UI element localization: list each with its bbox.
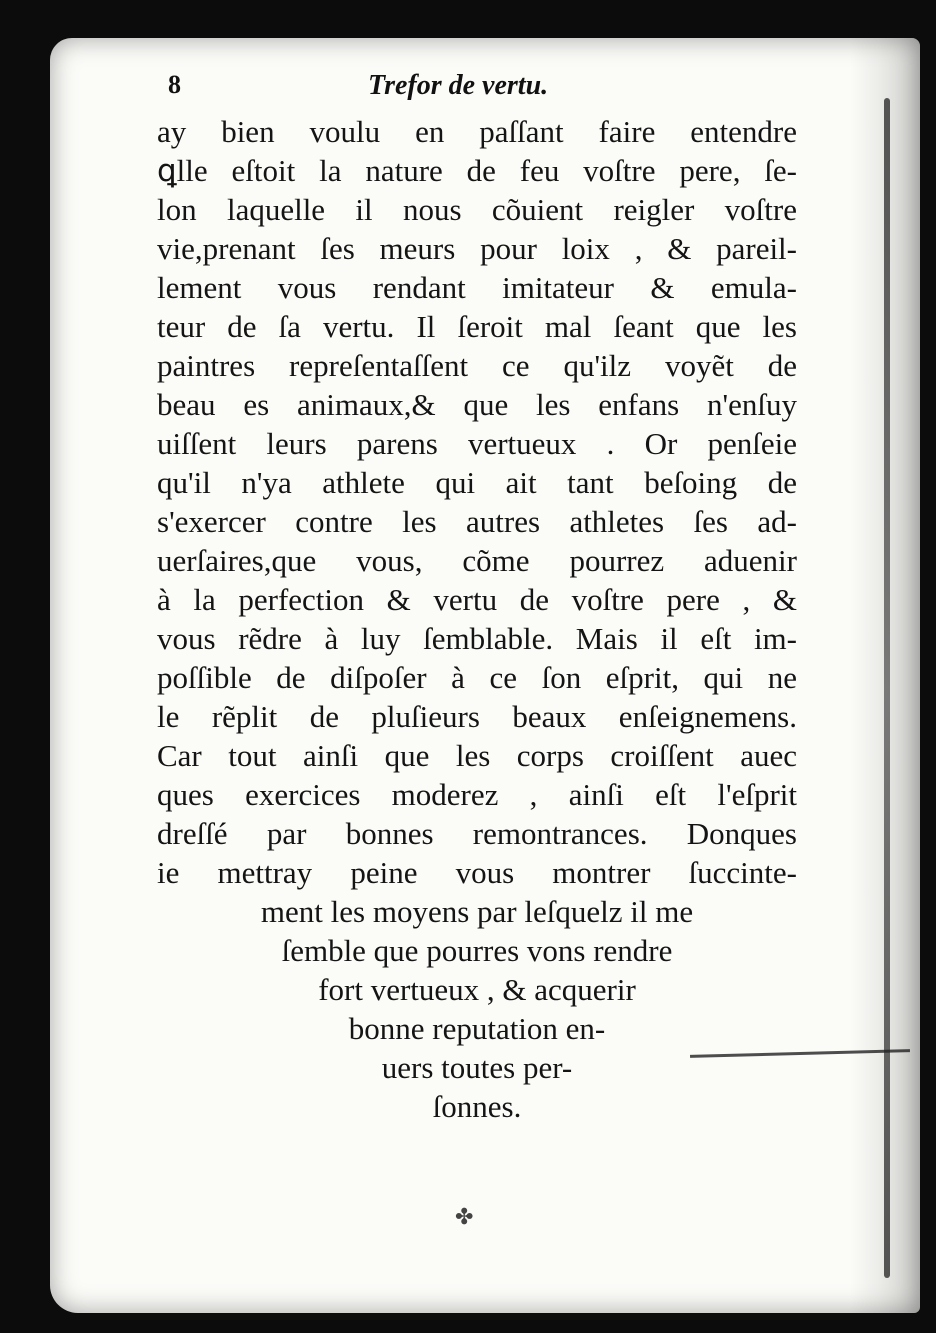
text-line: poſſible de diſpoſer à ce ſon eſprit, qui ne bbox=[157, 660, 797, 695]
text-line: uiſſent leurs parens vertueux . Or penſeie bbox=[157, 426, 797, 461]
text-line: vous rẽdre à luy ſemblable. Mais il eſt im- bbox=[157, 621, 797, 656]
text-line: lement vous rendant imitateur & emula- bbox=[157, 270, 797, 305]
page-number: 8 bbox=[168, 70, 181, 99]
text-line: ques exercices moderez , ainſi eſt l'eſprit bbox=[157, 777, 797, 812]
text-line: teur de ſa vertu. Il ſeroit mal ſeant que les bbox=[157, 309, 797, 344]
tail-text-line: ſonnes. bbox=[432, 1089, 522, 1124]
ornament-icon: ✤ bbox=[455, 1205, 474, 1230]
text-line: s'exercer contre les autres athletes ſes ad- bbox=[157, 504, 797, 539]
tail-text-line: bonne reputation en- bbox=[348, 1011, 606, 1046]
text-line: paintres repreſentaſſent ce qu'ilz voyẽt de bbox=[157, 348, 797, 383]
text-line: ie mettray peine vous montrer ſuccinte- bbox=[157, 855, 797, 890]
text-line: lon laquelle il nous cõuient reigler voſtre bbox=[157, 192, 797, 227]
tail-text-line: fort vertueux , & acquerir bbox=[318, 972, 636, 1007]
text-line: à la perfection & vertu de voſtre pere , & bbox=[157, 582, 797, 617]
binding-edge bbox=[884, 98, 890, 1278]
text-line: qu'il n'ya athlete qui ait tant beſoing de bbox=[157, 465, 797, 500]
text-line: beau es animaux,& que les enfans n'enſuy bbox=[157, 387, 797, 422]
tail-text-line: ſemble que pourres vons rendre bbox=[281, 933, 673, 968]
text-line: ꝗlle eſtoit la nature de feu voſtre pere, ſe- bbox=[157, 153, 797, 188]
text-line: le rẽplit de pluſieurs beaux enſeignemens. bbox=[157, 699, 797, 734]
text-line: uerſaires,que vous, cõme pourrez aduenir bbox=[157, 543, 797, 578]
running-title: Trefor de vertu. bbox=[368, 70, 549, 101]
text-line: ay bien voulu en paſſant faire entendre bbox=[157, 114, 797, 149]
tail-text-line: uers toutes per- bbox=[381, 1050, 573, 1085]
text-line: dreſſé par bonnes remontrances. Donques bbox=[157, 816, 797, 851]
body-text bbox=[157, 112, 797, 1126]
text-line: vie,prenant ſes meurs pour loix , & pareil- bbox=[157, 231, 797, 266]
tail-text-line: ment les moyens par leſquelz il me bbox=[260, 894, 694, 929]
text-line: Car tout ainſi que les corps croiſſent auec bbox=[157, 738, 797, 773]
